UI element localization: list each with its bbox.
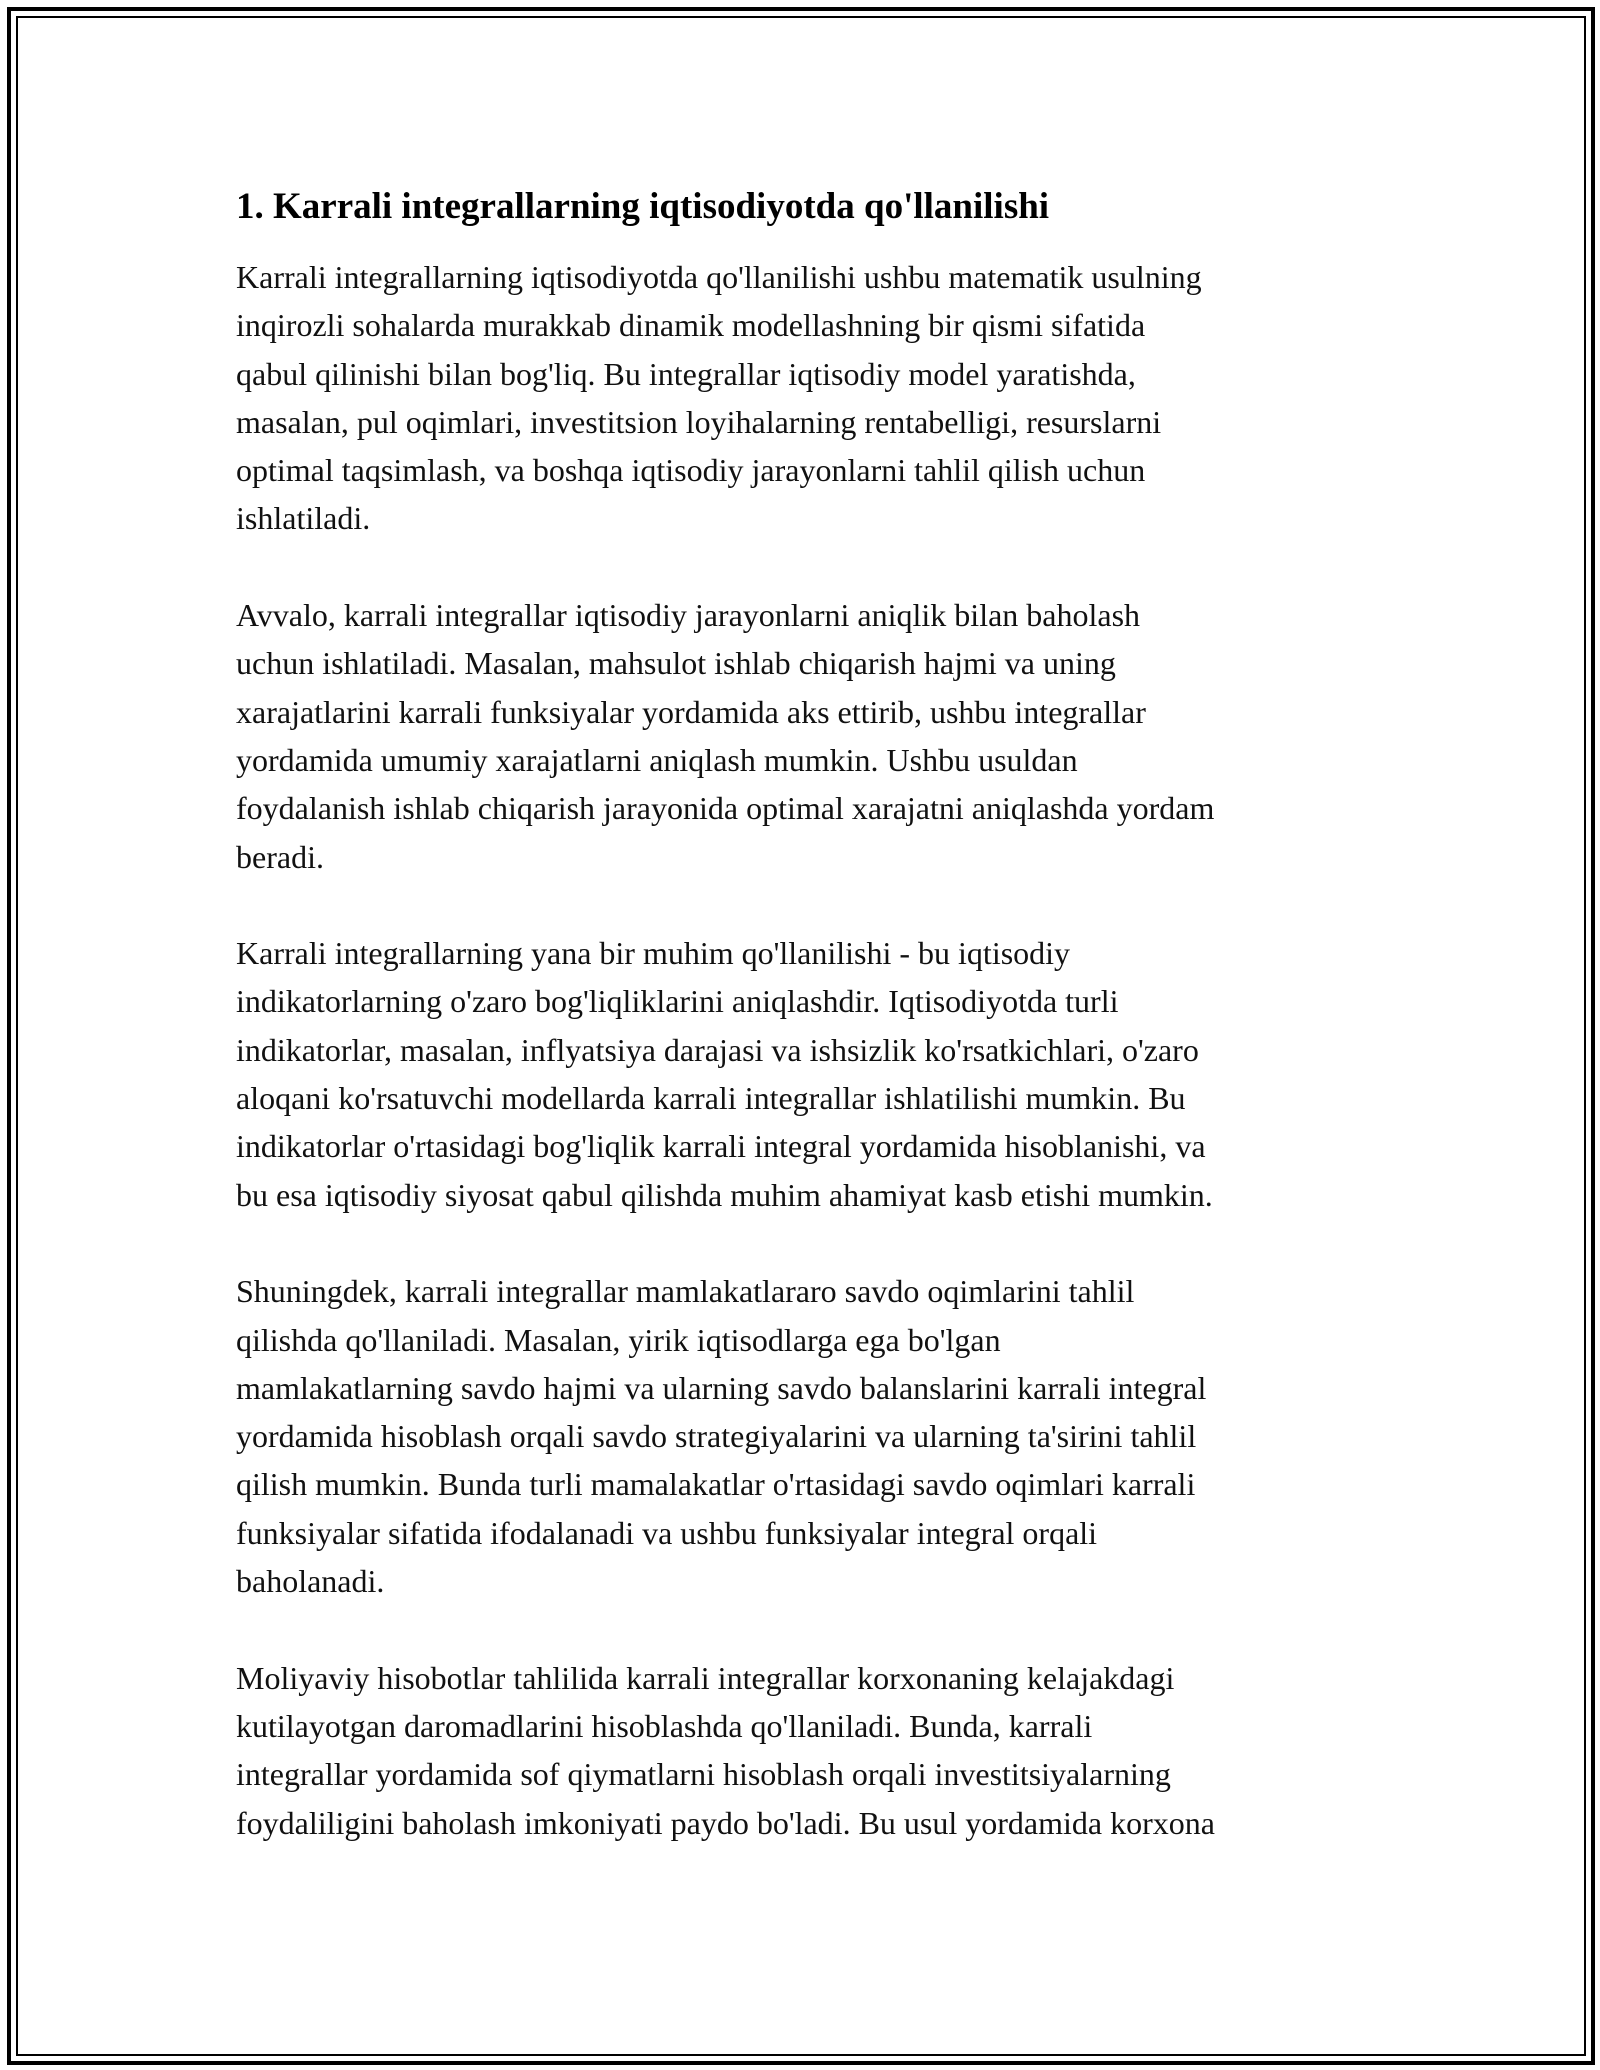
paragraph-line: optimal taqsimlash, va boshqa iqtisodiy jarayonlarni tahlil qilish uchun — [236, 452, 1146, 489]
paragraph-line: indikatorlar o'rtasidagi bog'liqlik karrali integral yordamida hisoblanishi, va — [236, 1128, 1206, 1165]
paragraph-line: yordamida umumiy xarajatlarni aniqlash mumkin. Ushbu usuldan — [236, 741, 1078, 778]
section-heading: 1. Karrali integrallarning iqtisodiyotda qo'llanilishi — [236, 186, 1050, 227]
paragraph-line: Shuningdek, karrali integrallar mamlakatlararo savdo oqimlarini tahlil — [236, 1273, 1135, 1310]
paragraph-line: funksiyalar sifatida ifodalanadi va ushbu funksiyalar integral orqali — [236, 1514, 1098, 1551]
paragraph-line: xarajatlarini karrali funksiyalar yordamida aks ettirib, ushbu integrallar — [236, 693, 1146, 730]
paragraph-line: Moliyaviy hisobotlar tahlilida karrali integrallar korxonaning kelajakdagi — [236, 1659, 1175, 1696]
paragraph-line: masalan, pul oqimlari, investitsion loyihalarning rentabelligi, resurslarni — [236, 403, 1162, 440]
paragraph — [236, 1654, 1366, 1847]
paragraph-line: aloqani ko'rsatuvchi modellarda karrali integrallar ishlatilishi mumkin. Bu — [236, 1080, 1186, 1117]
paragraph-line: indikatorlar, masalan, inflyatsiya darajasi va ishsizlik ko'rsatkichlari, o'zaro — [236, 1031, 1199, 1068]
paragraph-line: beradi. — [236, 838, 324, 875]
paragraph — [236, 591, 1366, 881]
paragraph-line: kutilayotgan daromadlarini hisoblashda qo'llaniladi. Bunda, karrali — [236, 1707, 1093, 1744]
paragraph-line: Avvalo, karrali integrallar iqtisodiy jarayonlarni aniqlik bilan baholash — [236, 597, 1141, 634]
paragraph-line: foydalanish ishlab chiqarish jarayonida optimal xarajatni aniqlashda yordam — [236, 790, 1215, 827]
paragraph-line: yordamida hisoblash orqali savdo strategiyalarini va ularning ta'sirini tahlil — [236, 1418, 1197, 1455]
paragraph-line: inqirozli sohalarda murakkab dinamik modellashning bir qismi sifatida — [236, 307, 1146, 344]
paragraph-line: qilish mumkin. Bunda turli mamalakatlar o'rtasidagi savdo oqimlari karrali — [236, 1466, 1196, 1503]
paragraph-line: integrallar yordamida sof qiymatlarni hisoblash orqali investitsiyalarning — [236, 1756, 1171, 1793]
paragraph-line: uchun ishlatiladi. Masalan, mahsulot ishlab chiqarish hajmi va uning — [236, 645, 1116, 682]
paragraph-line: indikatorlarning o'zaro bog'liqliklarini aniqlashdir. Iqtisodiyotda turli — [236, 983, 1119, 1020]
paragraph — [236, 1267, 1366, 1605]
paragraph-line: mamlakatlarning savdo hajmi va ularning savdo balanslarini karrali integral — [236, 1369, 1207, 1406]
paragraph-line: Karrali integrallarning iqtisodiyotda qo'llanilishi ushbu matematik usulning — [236, 259, 1202, 295]
paragraph — [236, 929, 1366, 1219]
document-body — [236, 183, 1366, 1895]
paragraph-line: foydaliligini baholash imkoniyati paydo bo'ladi. Bu usul yordamida korxona — [236, 1804, 1215, 1841]
paragraph-line: Karrali integrallarning yana bir muhim qo'llanilishi - bu iqtisodiy — [236, 935, 1071, 972]
paragraph-line: baholanadi. — [236, 1563, 385, 1600]
paragraph-line: qilishda qo'llaniladi. Masalan, yirik iqtisodlarga ega bo'lgan — [236, 1321, 1001, 1358]
paragraph-line: ishlatiladi. — [236, 500, 371, 537]
paragraph-line: bu esa iqtisodiy siyosat qabul qilishda muhim ahamiyat kasb etishi mumkin. — [236, 1176, 1213, 1213]
paragraph-line: qabul qilinishi bilan bog'liq. Bu integrallar iqtisodiy model yaratishda, — [236, 355, 1136, 392]
paragraph-list — [236, 253, 1366, 1847]
paragraph — [236, 253, 1366, 543]
